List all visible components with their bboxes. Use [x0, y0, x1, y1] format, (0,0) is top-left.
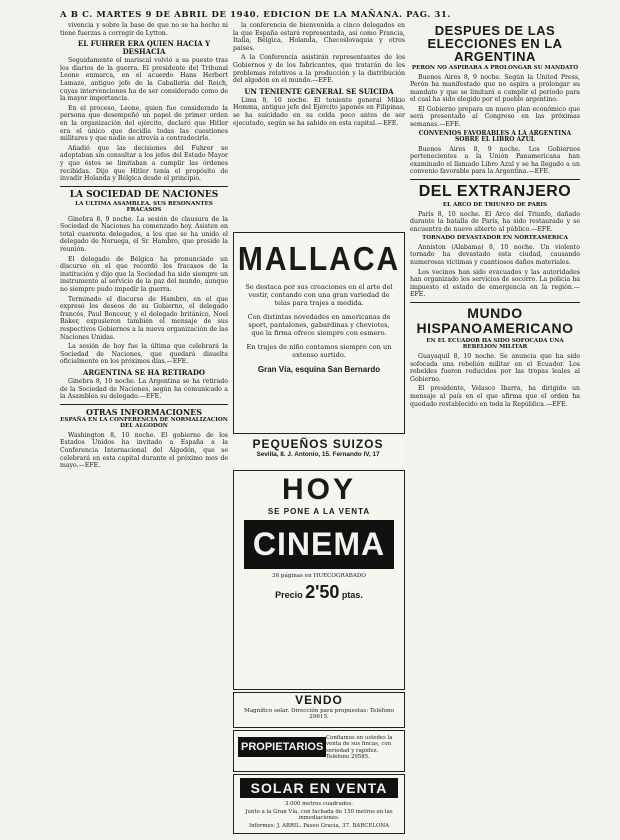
headline-elecciones: DESPUES DE LAS ELECCIONES EN LA ARGENTINA — [427, 23, 563, 64]
article-text: Washington 8, 10 noche. El gobierno de los Estados Unidos ha invitado a España a la Conferencia Internacional del Algodón, que se celebrará en esta capital durante el próximo mes de mayo.—EFE. — [60, 431, 228, 470]
subheadline-sociedad: LA ULTIMA ASAMBLEA. SUS RESONANTES FRACASOS — [75, 200, 213, 214]
headline-extranjero: DEL EXTRANJERO — [418, 183, 572, 201]
article-text: Buenos Aires 8, 9 noche. Según la United Press, Perón ha manifestado que no aspira a prolongar su mandato y que se limitará a cumplir el período para el cual ha sido elegido por el pueblo argentino. — [410, 73, 580, 104]
headline-sociedad: LA SOCIEDAD DE NACIONES — [69, 189, 219, 200]
ad-cinema — [233, 470, 405, 690]
headline-fuhrer: EL FUHRER ERA QUIEN HACIA Y DESHACIA — [77, 39, 211, 57]
price-label: Precio — [275, 590, 303, 600]
ad-text: En trajes de niño contamos siempre con un extenso surtido. — [246, 343, 392, 359]
ad-text: Se destaca por sus creaciones en el arte del vestir, contando con una gran variedad de telas para trajes a medida. — [245, 283, 393, 307]
ad-hoy: HOY — [281, 473, 356, 506]
price-value: 2'50 — [305, 582, 340, 602]
page-header: A B C. MARTES 9 DE ABRIL DE 1940. EDICION DE LA MAÑANA. PAG. 31. — [60, 10, 451, 20]
ad-text: Magnífico solar. Dirección para propuestas: Teléfono 29615. — [243, 708, 394, 720]
article-text: Ginebra 8, 10 noche. La Argentina se ha retirado de la Sociedad de Naciones, según ha comunicado a la Asamblea su delegado.—EFE. — [60, 377, 228, 401]
article-text: El Gobierno prepara un nuevo plan económico que será presentado al Congreso en las próximas semanas.—EFE. — [410, 105, 580, 129]
headline-argentina: ARGENTINA SE HA RETIRADO — [82, 367, 206, 377]
article-text: En el proceso, Leone, quien fue considerado la persona que desempeñó un papel de primer orden en la organización del ejército, declaró que Hitler era el único que decidía todas las cuestiones militares y que nadie se atrevía a contradecirle. — [60, 104, 228, 143]
headline-mundo-hispanoamericano: MUNDO HISPANOAMERICANO — [416, 304, 574, 336]
article-text: Los vecinos han sido evacuados y las autoridades han organizado los servicios de socorro. La policía ha impuesto el estado de emergencia en la región.—EFE. — [410, 268, 580, 299]
subheadline-elecciones: PERON NO ASPIRARA A PROLONGAR SU MANDATO — [411, 65, 579, 71]
headline-otras: OTRAS INFORMACIONES — [85, 406, 203, 417]
article-text: Buenos Aires 8, 9 noche. Los Gobiernos pertenecientes a la Unión Panamericana han examinado el llamado Libro Azul y se ha llegado a un convenio favorable para la Argentina.—EFE. — [410, 145, 580, 176]
ad-text: Con distintas novedades en americanas de sport, pantalones, gabardinas y cheviotes, que la firma ofrece siempre con esmero. — [247, 313, 391, 337]
subheadline-arco: EL ARCO DE TRIUNFO DE PARIS — [442, 202, 548, 209]
ad-mallaca — [233, 232, 405, 434]
column-right — [410, 22, 580, 834]
price-unit: ptas. — [341, 590, 363, 600]
ad-address: Gran Vía, esquina San Bernardo — [257, 365, 381, 374]
article-text: Seguidamente el mariscal volvió a su puesto tras los diarios de la guerra. El presidente del Tribunal Leone enmarca, en el acuerdo Hans Herbert Lamaze, antiguo jefe de la Caballería del Reich, cuyas intervenciones ha de ser considerado como de la mayor importancia. — [60, 57, 228, 103]
ad-text: 36 páginas en HUECOGRABADO — [272, 573, 366, 579]
article-text: Terminado el discurso de Hambro, en el que expresó los deseos de su Gobierno, el delegado francés, Paul Boncour, y el delegado británico, Noel Baker, expusieron también el mensaje de sus respectivos Gobiernos a la nueva organización de las Naciones Unidas. — [60, 295, 228, 341]
column-left — [60, 22, 228, 834]
article-text: París 8, 10 noche. El Arco del Triunfo, dañado durante la batalla de París, ha sido restaurado y se encuentra de nuevo abierto al público.—EFE. — [410, 210, 580, 233]
subheadline-tornado: TORNADO DEVASTADOR EN NORTEAMERICA — [422, 235, 568, 242]
ad-price — [234, 582, 404, 603]
divider — [60, 404, 228, 405]
article-text: La sesión de hoy fue la última que celebrará la Sociedad de Naciones, que quedará disuelta oficialmente en los próximos días.—EFE. — [60, 343, 228, 366]
article-text: A la Conferencia asistirán representantes de los Gobiernos y de los fabricantes, que tratarán de los problemas relativos a la producción y la distribución del algodón en el mundo.—EFE. — [233, 54, 405, 85]
ad-propietarios — [233, 730, 405, 772]
ad-title: PEQUEÑOS SUIZOS — [252, 437, 384, 451]
ad-text: Informes: J. ABRIL. Paseo Gracia, 37. BARCELONA — [248, 822, 390, 829]
article-text: Anniston (Alabama) 8, 10 noche. Un violento tornado ha devastado esta ciudad, causando numerosas víctimas y cuantiosos daños materiales. — [410, 243, 580, 266]
divider — [410, 179, 580, 180]
article-text: El delegado de Bélgica ha pronunciado un discurso en el que recordó los fracasos de la institución y dijo que la Sociedad ha sido siempre un instrumento al servicio de la paz del mundo, aunque no siempre pudo impedir la guerra. — [60, 255, 228, 294]
article-text: El presidente, Velasco Ibarra, ha dirigido un mensaje al país en el que afirma que el orden ha quedado restablecido en toda la República.—EFE. — [410, 385, 580, 408]
divider — [410, 302, 580, 303]
subheadline-otras: ESPAÑA EN LA CONFERENCIA DE NORMALIZACION DEL ALGODON — [60, 416, 228, 430]
ad-title: SOLAR EN VENTA — [240, 778, 398, 798]
article-text: vivencia y sobre la base de que no se ha hecho ni tiene fuerzas a corregir de Lytton. — [60, 22, 228, 37]
article-text: la conferencia de bienvenida a cinco delegados en la que España estará representada, así como Francia, Italia, Bélgica, Holanda, Checoslovaquia y otros países. — [233, 22, 405, 52]
ad-vendo — [233, 692, 405, 728]
ad-subtitle: SE PONE A LA VENTA — [267, 507, 371, 516]
mallaca-logo: MALLACA — [237, 241, 401, 278]
ad-text: Junto a la Gran Vía, con fachada de 150 metros en las inmediaciones. — [245, 808, 393, 822]
article-text: Guayaquil 8, 10 noche. Se anuncia que ha sido sofocada una rebelión militar en el Ecuador. Los rebeldes fueron reducidos por las tropas leales al Gobierno. — [410, 352, 580, 383]
ad-pequenos-suizos — [233, 437, 403, 467]
subheadline-ecuador: EN EL ECUADOR HA SIDO SOFOCADA UNA REBELION MILITAR — [426, 337, 564, 351]
article-text: Añadió que las decisiones del Fuhrer se adoptaban sin consultar a los jefes del Estado Mayor y que éstos se limitaban a cumplir las órdenes recibidas. Dijo que Hitler tenía el propósito de invadir Holanda y Bélgica desde el principio. — [60, 144, 228, 183]
ad-text: Confiamos en ustedes la venta de sus fincas, con seriedad y rapidez. Teléfono 29585. — [326, 735, 393, 761]
ad-address: Sevilla, 8. J. Antonio, 15. Fernando IV, 17 — [256, 451, 380, 458]
article-text: Lima 8, 10 noche. El teniente general Mikio Homma, antiguo jefe del Ejército japonés en Filipinas, se ha suicidado en su celda poco antes de ser ejecutado, según se ha sabido en esta capital.—EFE. — [233, 96, 405, 127]
ad-text: 3.000 metros cuadrados. — [284, 801, 354, 807]
ad-title: PROPIETARIOS — [238, 737, 326, 757]
column-middle — [233, 22, 405, 227]
cinema-logo: CINEMA — [244, 520, 394, 569]
divider — [60, 186, 228, 187]
headline-convenios: CONVENIOS FAVORABLES A LA ARGENTINA SOBRE EL LIBRO AZUL — [418, 129, 572, 144]
ad-title: VENDO — [295, 693, 343, 707]
article-text: Ginebra 8, 9 noche. La sesión de clausura de la Sociedad de Naciones ha comenzado hoy. Asisten en total cuarenta delegados, a los que se ha unido el delegado de Noruega, el Sr. Hambro, que preside la reunión. — [60, 215, 228, 254]
ad-solar — [233, 774, 405, 834]
headline-teniente: UN TENIENTE GENERAL SE SUICIDA — [244, 86, 394, 96]
